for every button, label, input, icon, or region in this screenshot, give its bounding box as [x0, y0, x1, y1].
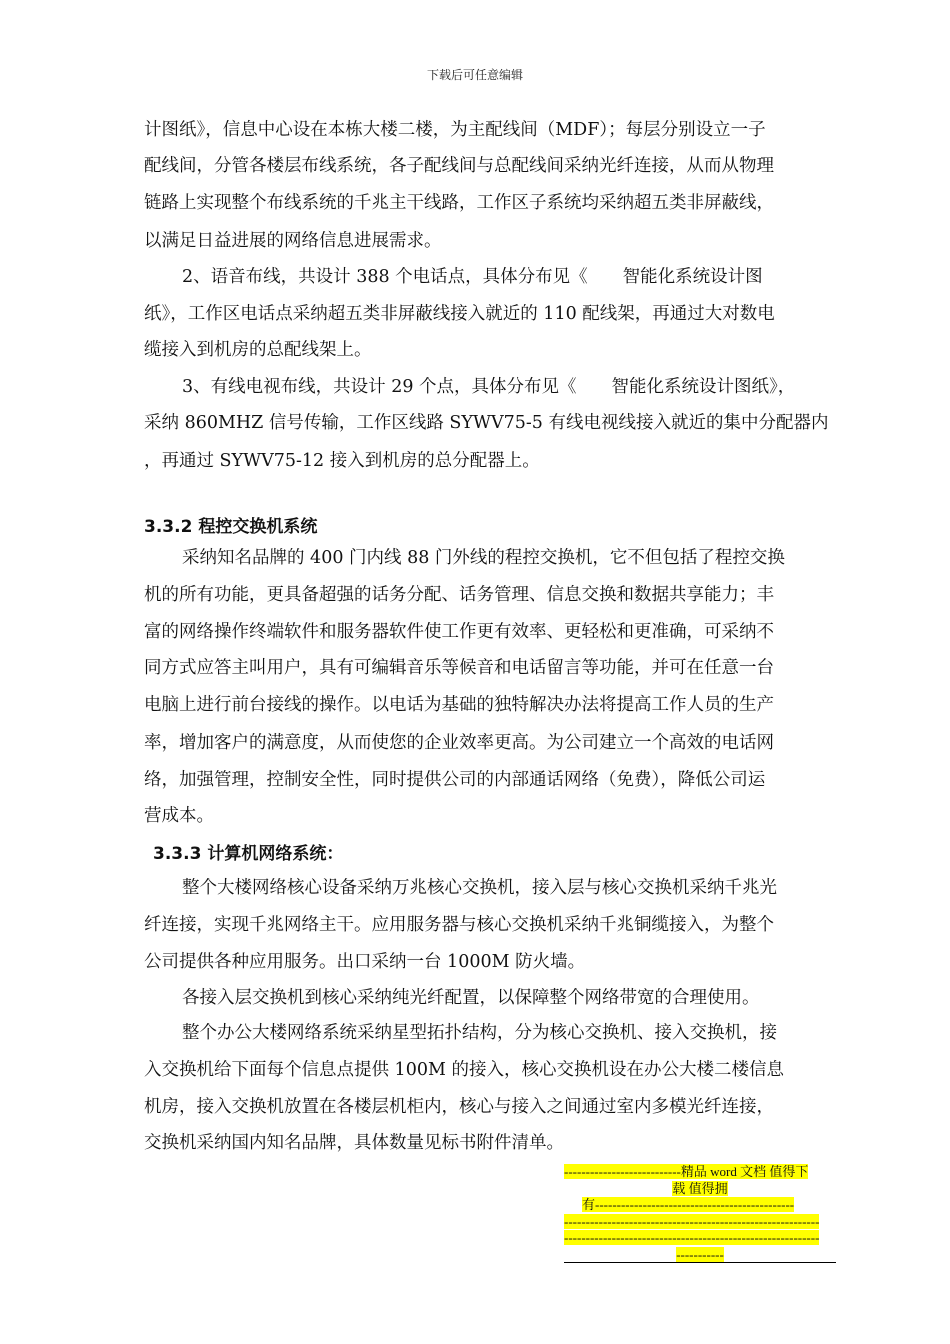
body-line: 络，加强管理，控制安全性，同时提供公司的内部通话网络（免费），降低公司运: [144, 770, 766, 790]
body-line: 以满足日益进展的网络信息进展需求。: [144, 231, 442, 251]
body-line: 同方式应答主叫用户，具有可编辑音乐等候音和电话留言等功能，并可在任意一台: [144, 658, 774, 678]
body-line: 交换机采纳国内知名品牌，具体数量见标书附件清单。: [144, 1133, 564, 1153]
footer-rule: [564, 1262, 836, 1263]
body-line: 3、有线电视布线，共设计 29 个点，具体分布见《 智能化系统设计图纸》，: [182, 377, 796, 397]
body-line: 营成本。: [144, 806, 214, 826]
promo-line: 有----------------------------------------------: [582, 1197, 795, 1212]
body-line: 采纳 860MHZ 信号传输，工作区线路 SYWV75-5 有线电视线接入就近的集中分配器内: [144, 413, 829, 433]
promo-line: -----------------------------------------------------------: [564, 1230, 820, 1245]
page-header: 下载后可任意编辑: [426, 68, 523, 82]
body-line: 整个办公大楼网络系统采纳星型拓扑结构，分为核心交换机、接入交换机，接: [182, 1023, 777, 1043]
body-line: 配线间，分管各楼层布线系统，各子配线间与总配线间采纳光纤连接，从而从物理: [144, 156, 774, 176]
promo-line: -----------: [676, 1246, 724, 1262]
body-line: 计图纸》，信息中心设在本栋大楼二楼，为主配线间（MDF）；每层分别设立一子: [144, 120, 766, 140]
body-line: 电脑上进行前台接线的操作。以电话为基础的独特解决办法将提高工作人员的生产: [144, 695, 774, 715]
body-line: 各接入层交换机到核心采纳纯光纤配置，以保障整个网络带宽的合理使用。: [182, 988, 760, 1008]
body-line: 纤连接，实现千兆网络主干。应用服务器与核心交换机采纳千兆铜缆接入，为整个: [144, 915, 774, 935]
promo-line: 载 值得拥: [672, 1180, 728, 1196]
body-line: 机的所有功能，更具备超强的话务分配、话务管理、信息交换和数据共享能力；丰: [144, 585, 774, 605]
body-line: ，再通过 SYWV75-12 接入到机房的总分配器上。: [144, 451, 540, 471]
section-heading-3-3-3: 3.3.3 计算机网络系统：: [153, 844, 344, 864]
body-line: 富的网络操作终端软件和服务器软件使工作更有效率、更轻松和更准确，可采纳不: [144, 622, 774, 642]
body-line: 整个大楼网络核心设备采纳万兆核心交换机，接入层与核心交换机采纳千兆光: [182, 878, 777, 898]
promo-line: -----------------------------------------------------------: [564, 1213, 820, 1229]
section-heading-3-3-2: 3.3.2 程控交换机系统: [144, 517, 318, 537]
body-line: 公司提供各种应用服务。出口采纳一台 1000M 防火墙。: [144, 952, 586, 972]
promo-line: ---------------------------精品 word 文档 值得下: [564, 1164, 809, 1179]
body-line: 纸》，工作区电话点采纳超五类非屏蔽线接入就近的 110 配线架，再通过大对数电: [144, 304, 775, 324]
body-line: 缆接入到机房的总配线架上。: [144, 340, 372, 360]
body-line: 入交换机给下面每个信息点提供 100M 的接入，核心交换机设在办公大楼二楼信息: [144, 1060, 784, 1080]
body-line: 采纳知名品牌的 400 门内线 88 门外线的程控交换机，它不但包括了程控交换: [182, 548, 785, 568]
body-line: 链路上实现整个布线系统的千兆主干线路，工作区子系统均采纳超五类非屏蔽线，: [144, 193, 774, 213]
body-line: 机房，接入交换机放置在各楼层机柜内，核心与接入之间通过室内多模光纤连接，: [144, 1097, 774, 1117]
body-line: 率，增加客户的满意度，从而使您的企业效率更高。为公司建立一个高效的电话网: [144, 733, 774, 753]
download-promo-note: [564, 1164, 836, 1263]
body-line: 2、语音布线，共设计 388 个电话点，具体分布见《 智能化系统设计图: [182, 267, 763, 287]
